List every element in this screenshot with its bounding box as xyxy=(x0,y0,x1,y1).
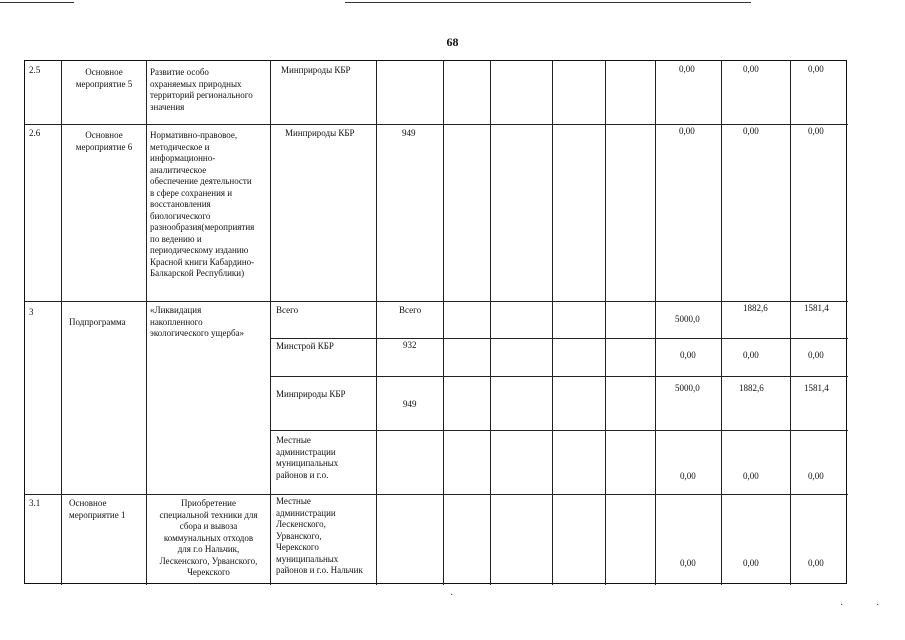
row-title: Нормативно-правовое, методическое и информационно- аналитическое обеспечение деятельности в сфере сохранения и восстановления биологического разнообразия(мероприятия по ведению и периодическому изданию Красной книги Кабардино- Балкарской Республики) xyxy=(150,130,255,278)
value-cell: 0,00 xyxy=(680,350,696,360)
row-number: 2.6 xyxy=(29,128,41,138)
value-cell: 0,00 xyxy=(808,471,824,481)
value-cell: 1882,6 xyxy=(739,383,764,393)
row-code: 949 xyxy=(403,399,417,409)
row-number: 3 xyxy=(29,307,34,317)
row-code: 932 xyxy=(403,340,417,350)
col-line xyxy=(721,61,722,585)
col-line xyxy=(552,61,553,585)
value-cell: 0,00 xyxy=(743,64,759,74)
value-cell: 0,00 xyxy=(680,558,696,568)
row-executor: Минприроды КБР xyxy=(276,389,346,399)
row-kind: Основное мероприятие 1 xyxy=(69,498,126,520)
row-title: Развитие особо охраняемых природных территорий регионального значения xyxy=(150,67,253,112)
value-cell: 1581,4 xyxy=(804,303,829,313)
row-executor: Минстрой КБР xyxy=(276,341,334,351)
col-line xyxy=(443,61,444,585)
row-kind: Основное мероприятие 5 xyxy=(75,67,133,89)
subrow-line xyxy=(270,338,848,339)
row-title: Приобретение специальной техники для сбора и вывоза коммунальных отходов для г.о Нальчик, Лескенского, Урванского, Черекского xyxy=(159,498,258,577)
col-line xyxy=(655,61,656,585)
value-cell: 0,00 xyxy=(743,558,759,568)
subrow-line xyxy=(270,376,848,377)
value-cell: 1581,4 xyxy=(804,383,829,393)
row-line xyxy=(25,301,848,302)
top-left-rule xyxy=(0,2,74,3)
col-line xyxy=(605,61,606,585)
scan-speck: · xyxy=(450,590,454,601)
row-number: 2.5 xyxy=(29,65,41,75)
value-cell: 5000,0 xyxy=(675,314,700,324)
value-cell: 0,00 xyxy=(808,126,824,136)
top-right-rule xyxy=(345,2,751,3)
row-line xyxy=(25,494,848,495)
row-code: 949 xyxy=(402,128,416,138)
scan-speck: · xyxy=(840,600,844,611)
col-line xyxy=(376,61,377,585)
row-title: «Ликвидация накопленного экологического ущерба» xyxy=(150,305,245,338)
row-executor: Местные администрации Лескенского, Урванского, Черекского муниципальных районов и г.о. Нальчик xyxy=(276,496,363,575)
row-number: 3.1 xyxy=(29,498,41,508)
row-line xyxy=(25,124,848,125)
subrow-line xyxy=(270,430,848,431)
budget-table xyxy=(24,60,847,584)
col-line xyxy=(490,61,491,585)
value-cell: 1882,6 xyxy=(743,303,768,313)
value-cell: 0,00 xyxy=(743,126,759,136)
value-cell: 5000,0 xyxy=(675,383,700,393)
value-cell: 0,00 xyxy=(679,126,695,136)
value-cell: 0,00 xyxy=(808,64,824,74)
value-cell: 0,00 xyxy=(743,471,759,481)
row-executor: Всего xyxy=(276,305,299,315)
row-executor: Минприроды КБР xyxy=(281,65,351,75)
value-cell: 0,00 xyxy=(679,64,695,74)
value-cell: 0,00 xyxy=(680,471,696,481)
row-kind: Основное мероприятие 6 xyxy=(75,130,133,152)
scan-speck: · xyxy=(876,600,880,611)
col-line xyxy=(790,61,791,585)
value-cell: 0,00 xyxy=(808,558,824,568)
value-cell: 0,00 xyxy=(743,350,759,360)
page-number: 68 xyxy=(446,35,459,49)
col-line xyxy=(270,61,271,585)
row-code: Всего xyxy=(399,305,422,315)
row-executor: Минприроды КБР xyxy=(285,128,355,138)
row-executor: Местные администрации муниципальных районов и г.о. xyxy=(276,435,339,480)
row-kind: Подпрограмма xyxy=(69,317,126,327)
value-cell: 0,00 xyxy=(808,350,824,360)
